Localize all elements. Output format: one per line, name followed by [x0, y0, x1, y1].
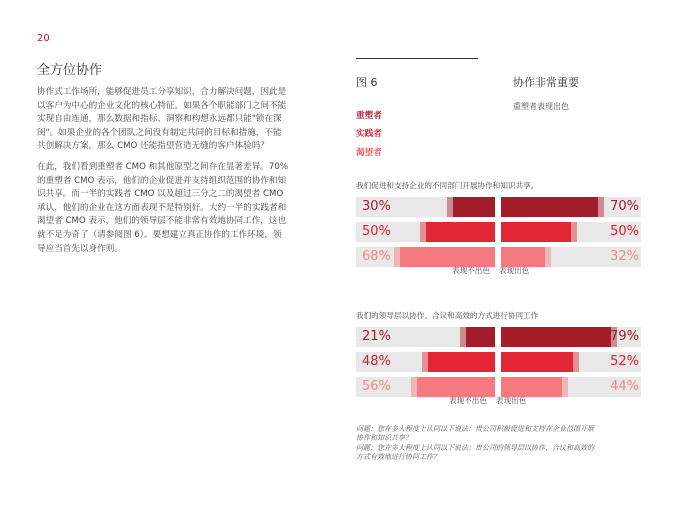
- bar-negative: [428, 352, 495, 372]
- legend-item-reinventor: 重塑者: [356, 111, 382, 121]
- bar-positive: [501, 247, 545, 267]
- bar-label-right: 44%: [610, 379, 639, 394]
- bar-row: [356, 377, 641, 397]
- bar-positive-edge: [573, 352, 579, 372]
- chart-1-axis-right-label: 表现出色: [499, 266, 530, 275]
- bar-label-left: 48%: [362, 354, 391, 369]
- bar-label-right: 32%: [610, 249, 639, 264]
- bar-negative-edge: [447, 197, 453, 217]
- bar-label-right: 79%: [610, 329, 639, 344]
- bar-label-right: 52%: [610, 354, 639, 369]
- bar-negative-edge: [420, 222, 426, 242]
- bar-label-left: 21%: [362, 329, 391, 344]
- bar-negative: [400, 247, 495, 267]
- chart-1-title: 我们促进和支持企业的不同部门开展协作和知识共享。: [356, 181, 539, 190]
- bar-row: [356, 352, 641, 372]
- bar-positive: [501, 352, 573, 372]
- legend-item-practitioner: 实践者: [356, 129, 382, 139]
- body-paragraph-1: 协作式工作场所，能够促进员工分享知识，合力解决问题，因此是 以客户为中心的企业文化的核心特征。如果各个职能部门之间不能 实现自由连通，那么数据和指标、洞察和构想永远都只能"锁在深 闺"。如果企业的各个团队之间没有制定共同的目标和措施，不能 共创解决方案，那么 CMO 还能指望营造无缝的客户体验吗？: [37, 87, 287, 152]
- bar-positive-edge: [571, 222, 577, 242]
- legend-item-aspirant: 渴望者: [356, 148, 382, 158]
- bar-negative: [417, 377, 495, 397]
- chart-2-axis-right-label: 表现出色: [496, 396, 527, 405]
- bar-label-right: 50%: [610, 224, 639, 239]
- bar-positive: [501, 197, 598, 217]
- bar-label-left: 50%: [362, 224, 391, 239]
- chart-2-bars: [356, 327, 641, 397]
- bar-row: [356, 197, 641, 217]
- bar-negative: [466, 327, 495, 347]
- bar-positive-edge: [562, 377, 568, 397]
- bar-negative: [426, 222, 496, 242]
- figure-subheading: 重塑者表现出色: [513, 102, 569, 111]
- figure-rule: [356, 58, 478, 59]
- survey-question-1: 问题：您在多大程度上认同以下说法：贵公司积极促进和支持在企业范围开展 协作和知识共享？: [356, 425, 594, 443]
- chart-2-axis-left-label: 表现不出色: [449, 396, 487, 405]
- bar-label-right: 70%: [610, 199, 639, 214]
- bar-positive-edge: [598, 197, 604, 217]
- section-title: 全方位协作: [37, 63, 103, 78]
- bar-row: [356, 327, 641, 347]
- bar-label-left: 68%: [362, 249, 391, 264]
- chart-1-axis-left-label: 表现不出色: [452, 266, 490, 275]
- bar-positive: [501, 377, 562, 397]
- figure-heading: 协作非常重要: [513, 76, 579, 89]
- bar-negative-edge: [411, 377, 417, 397]
- figure-label: 图 6: [356, 76, 378, 89]
- bar-positive: [501, 327, 611, 347]
- bar-positive: [501, 222, 571, 242]
- chart-1-bars: [356, 197, 641, 267]
- bar-negative-edge: [460, 327, 466, 347]
- bar-label-left: 30%: [362, 199, 391, 214]
- bar-negative-edge: [394, 247, 400, 267]
- bar-negative-edge: [422, 352, 428, 372]
- bar-label-left: 56%: [362, 379, 391, 394]
- chart-2-title: 我们的领导层以协作、合议和高效的方式进行协同工作: [356, 311, 539, 320]
- body-paragraph-2: 在此，我们看到重塑者 CMO 和其他原型之间存在显著差异。70% 的重塑者 CMO 表示，他们的企业促进并支持组织范围的协作和知 识共享。而一半的实践者 CMO 以及超过三分之二的渴望者 CMO 承认，他们的企业在这方面表现不是特别好。大约一半的实践者和 渴望者 CMO 表示，他们的领导层不能非常有效地协同工作，这也 就不足为奇了（请参阅图 6）。要想建立真正协作的工作环境，领 导应当首先以身作则。: [37, 162, 288, 254]
- page-number: 20: [37, 33, 50, 44]
- survey-question-2: 问题：您在多大程度上认同以下说法：贵公司的领导层以协作、合议和高效的 方式有效地进行协同工作？: [356, 444, 594, 462]
- bar-row: [356, 247, 641, 267]
- bar-positive-edge: [545, 247, 551, 267]
- bar-row: [356, 222, 641, 242]
- bar-negative: [453, 197, 495, 217]
